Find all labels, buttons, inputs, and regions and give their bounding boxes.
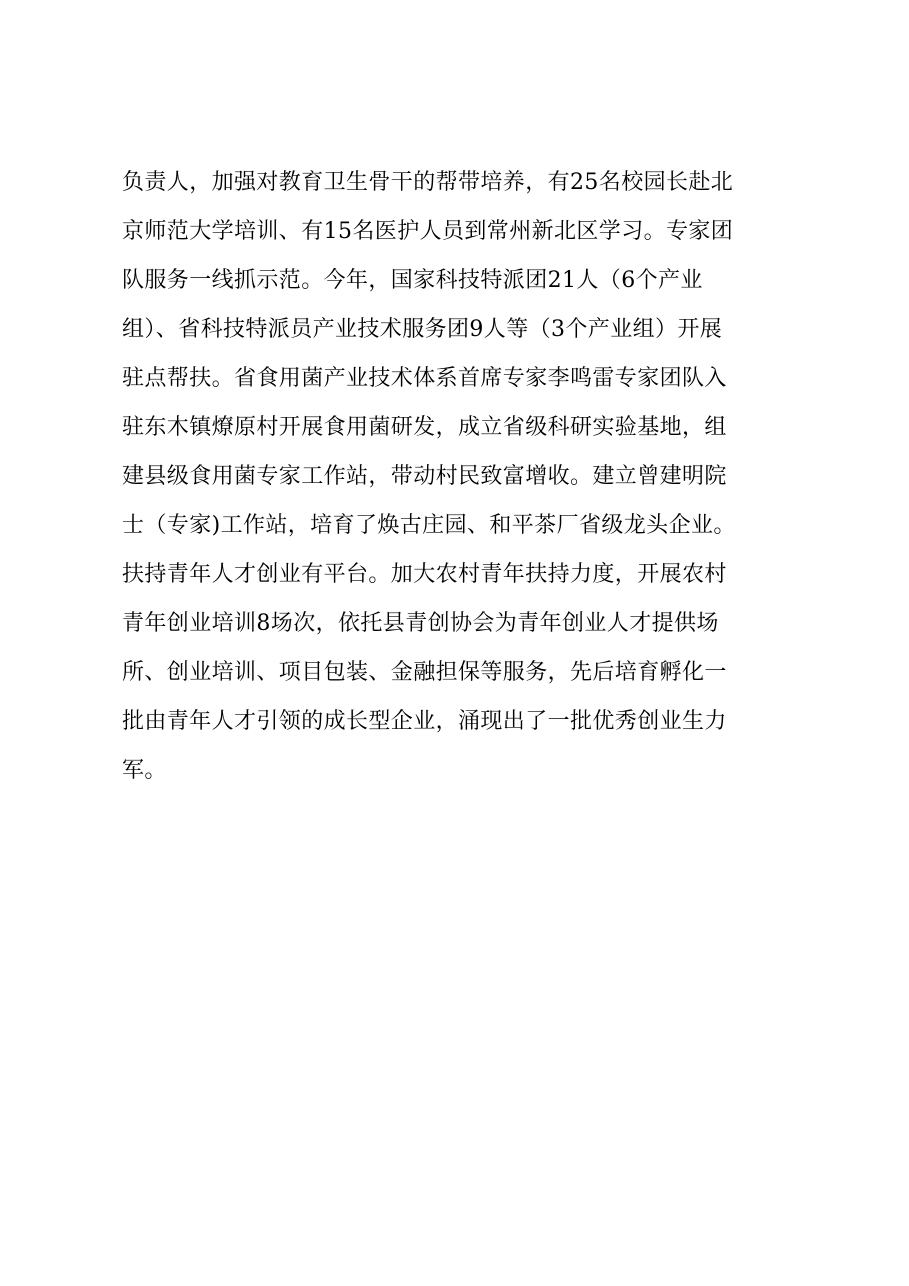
- body-paragraph: [122, 158, 802, 795]
- text-line-8: 士（专家)工作站，培育了焕古庄园、和平茶厂省级龙头企业。: [122, 513, 736, 538]
- text-line-1: 负责人，加强对教育卫生骨干的帮带培养，有25名校园长赴北: [122, 170, 734, 195]
- text-line-5: 驻点帮扶。省食用菌产业技术体系首席专家李鸣雷专家团队入: [122, 366, 727, 391]
- text-line-10: 青年创业培训8场次，依托县青创协会为青年创业人才提供场: [122, 611, 719, 636]
- text-line-2: 京师范大学培训、有15名医护人员到常州新北区学习。专家团: [122, 219, 734, 244]
- text-line-9: 扶持青年人才创业有平台。加大农村青年扶持力度，开展农村: [122, 562, 727, 587]
- text-line-3: 队服务一线抓示范。今年，国家科技特派团21人（6个产业: [122, 268, 703, 293]
- text-line-11: 所、创业培训、项目包装、金融担保等服务，先后培育孵化一: [122, 660, 727, 685]
- text-line-6: 驻东木镇燎原村开展食用菌研发，成立省级科研实验基地，组: [122, 415, 727, 440]
- text-line-12: 批由青年人才引领的成长型企业，涌现出了一批优秀创业生力: [122, 709, 727, 734]
- text-line-7: 建县级食用菌专家工作站，带动村民致富增收。建立曾建明院: [122, 464, 727, 489]
- text-line-13: 军。: [122, 758, 167, 783]
- text-line-4: 组）、省科技特派员产业技术服务团9人等（3个产业组）开展: [122, 317, 723, 342]
